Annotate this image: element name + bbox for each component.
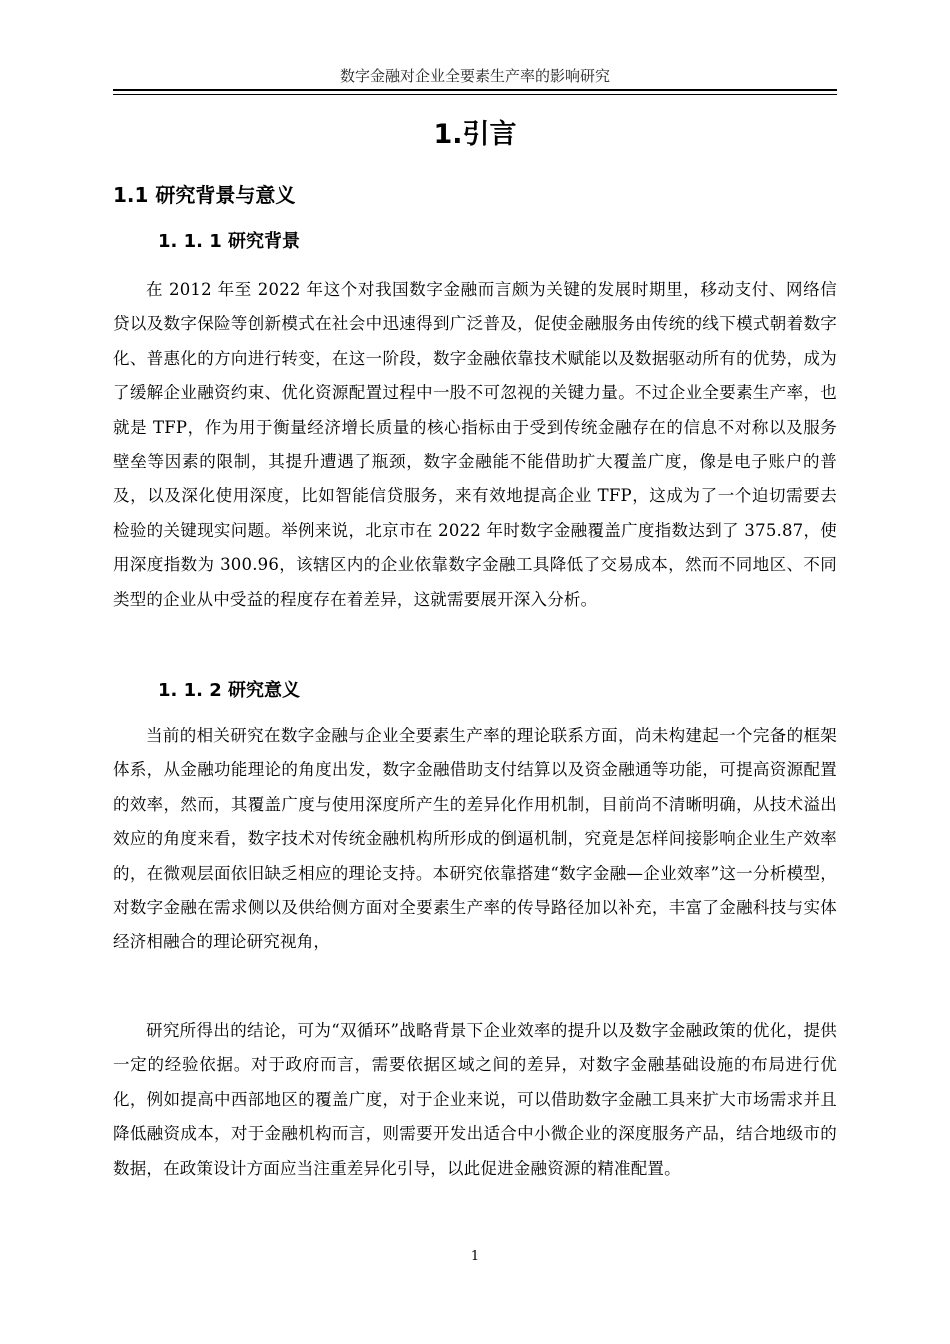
page-number: 1 bbox=[470, 1249, 480, 1264]
chapter-title: 1.引言 bbox=[433, 119, 517, 150]
paragraph-research-background: 在 2012 年至 2022 年这个对我国数字金融而言颇为关键的发展时期里，移动支付、网络信贷以及数字保险等创新模式在社会中迅速得到广泛普及，促使金融服务由传统的线下模式朝着数字化、普惠化的方向进行转变，在这一阶段，数字金融依靠技术赋能以及数据驱动所有的优势，成为了缓解企业融资约束、优化资源配置过程中一股不可忽视的关键力量。不过企业全要素生产率，也就是 TFP，作为用于衡量经济增长质量的核心指标由于受到传统金融存在的信息不对称以及服务壁垒等因素的限制，其提升遭遇了瓶颈，数字金融能不能借助扩大覆盖广度，像是电子账户的普及，以及深化使用深度，比如智能信贷服务，来有效地提高企业 TFP，这成为了一个迫切需要去检验的关键现实问题。举例来说，北京市在 2022 年时数字金融覆盖广度指数达到了 375.87，使用深度指数为 300.96，该辖区内的企业依靠数字金融工具降低了交易成本，然而不同地区、不同类型的企业从中受益的程度存在着差异，这就需要展开深入分析。 bbox=[113, 280, 837, 609]
header-rule-thin bbox=[113, 94, 837, 95]
paragraph-research-significance-1: 当前的相关研究在数字金融与企业全要素生产率的理论联系方面，尚未构建起一个完备的框架体系，从金融功能理论的角度出发，数字金融借助支付结算以及资金融通等功能，可提高资源配置的效率，然而，其覆盖广度与使用深度所产生的差异化作用机制，目前尚不清晰明确，从技术溢出效应的角度来看，数字技术对传统金融机构所形成的倒逼机制，究竟是怎样间接影响企业生产效率的，在微观层面依旧缺乏相应的理论支持。本研究依靠搭建“数字金融—企业效率”这一分析模型，对数字金融在需求侧以及供给侧方面对全要素生产率的传导路径加以补充，丰富了金融科技与实体经济相融合的理论研究视角， bbox=[113, 726, 837, 952]
subsection-title-1-1-1: 1. 1. 1 研究背景 bbox=[158, 231, 301, 252]
header-rule-thick bbox=[113, 89, 837, 91]
running-header: 数字金融对企业全要素生产率的影响研究 bbox=[339, 67, 610, 85]
subsection-title-1-1-2: 1. 1. 2 研究意义 bbox=[158, 680, 301, 701]
paragraph-research-significance-2: 研究所得出的结论，可为“双循环”战略背景下企业效率的提升以及数字金融政策的优化，提供一定的经验依据。对于政府而言，需要依据区域之间的差异，对数字金融基础设施的布局进行优化，例如提高中西部地区的覆盖广度，对于企业来说，可以借助数字金融工具来扩大市场需求并且降低融资成本，对于金融机构而言，则需要开发出适合中小微企业的深度服务产品，结合地级市的数据，在政策设计方面应当注重差异化引导，以此促进金融资源的精准配置。 bbox=[113, 1021, 837, 1178]
section-title-1-1: 1.1 研究背景与意义 bbox=[113, 183, 296, 207]
